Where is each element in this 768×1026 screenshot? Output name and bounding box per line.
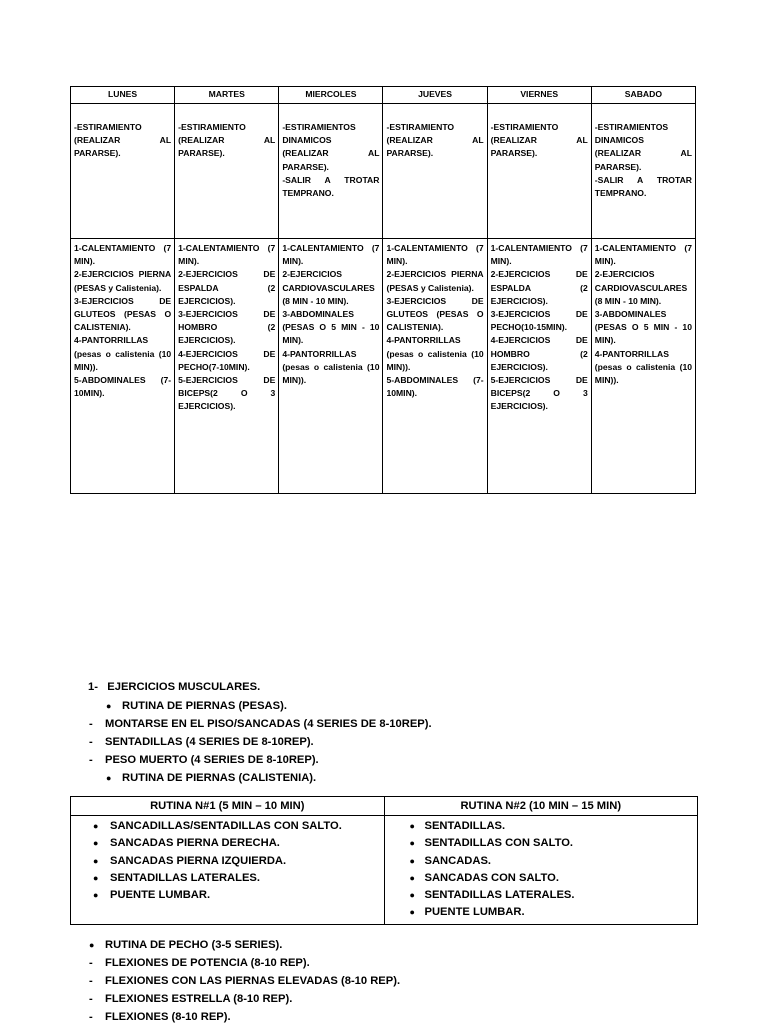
day-header-sabado: SABADO: [591, 87, 695, 104]
list-item: [385, 818, 698, 835]
list-item-text: FLEXIONES CON LAS PIERNAS ELEVADAS (8-10 REP).: [105, 975, 401, 987]
schedule-header-row: [71, 87, 696, 104]
workout-cell-sabado: [591, 239, 695, 494]
cell-line: 2-EJERCICIOS PIERNA (PESAS y Calistenia).: [74, 269, 172, 293]
cell-line: 1-CALENTAMIENTO (7 MIN).: [490, 243, 588, 267]
cell-line: 1-CALENTAMIENTO (7 MIN).: [282, 243, 380, 267]
list-item-text: SENTADILLAS (4 SERIES DE 8-10REP).: [105, 736, 314, 748]
cell-line: 1-CALENTAMIENTO (7 MIN).: [594, 243, 692, 267]
list-item-text: MONTARSE EN EL PISO/SANCADAS (4 SERIES DE 8-10REP).: [105, 718, 432, 730]
day-header-martes: MARTES: [175, 87, 279, 104]
bullet-icon: ●: [106, 701, 112, 711]
cell-line: -ESTIRAMIENTO (REALIZAR AL PARARSE).: [178, 122, 276, 159]
cell-line: 2-EJERCICIOS CARDIOVASCULARES (8 MIN - 10 MIN).: [594, 269, 688, 306]
cell-line: 2-EJERCICIOS DE ESPALDA (2 EJERCICIOS).: [490, 269, 588, 306]
workout-cell-miercoles: [279, 239, 383, 494]
list-item-text: RUTINA DE PECHO (3-5 SERIES).: [105, 939, 283, 951]
day-header-viernes: VIERNES: [487, 87, 591, 104]
dash-marker: -: [89, 718, 93, 730]
list-item-text: SANCADAS.: [424, 854, 492, 867]
list-item-text: FLEXIONES ESTRELLA (8-10 REP).: [105, 993, 293, 1005]
list-item: [385, 853, 698, 870]
cell-line: 3-EJERCICIOS DE PECHO(10-15MIN).: [490, 309, 588, 333]
routine-1-header: RUTINA N#1 (5 MIN – 10 MIN): [71, 797, 385, 816]
day-header-miercoles: MIERCOLES: [279, 87, 383, 104]
bullet-icon: ●: [93, 821, 99, 831]
warmup-cell-martes: [175, 104, 279, 239]
cell-line: 4-PANTORRILLAS (pesas o calistenia (10 MIN)).: [282, 348, 380, 386]
list-item: [385, 835, 698, 852]
bullet-icon: ●: [93, 855, 99, 866]
warmup-row: [71, 104, 696, 239]
dash-marker: -: [89, 754, 93, 766]
bullet-icon: ●: [409, 907, 415, 918]
list-item: [71, 887, 384, 904]
list-item: [385, 904, 698, 921]
cell-line: -SALIR A TROTAR TEMPRANO.: [282, 174, 380, 199]
bullet-icon: ●: [93, 872, 99, 883]
day-header-lunes: LUNES: [71, 87, 175, 104]
list-item-text: PUENTE LUMBAR.: [110, 889, 211, 902]
cell-line: 1-CALENTAMIENTO (7 MIN).: [74, 243, 172, 267]
list-item-text: PESO MUERTO (4 SERIES DE 8-10REP).: [105, 754, 319, 766]
cell-line: 2-EJERCICIOS CARDIOVASCULARES (8 MIN - 10 MIN).: [282, 269, 375, 306]
cell-line: 5-EJERCICIOS DE BICEPS(2 O 3 EJERCICIOS).: [178, 375, 276, 412]
cell-line: 1-CALENTAMIENTO (7 MIN).: [386, 243, 484, 267]
dash-marker: -: [89, 1011, 93, 1023]
cell-line: 3-EJERCICIOS DE GLUTEOS (PESAS O CALISTENIA).: [74, 295, 172, 333]
calisthenics-routines-table: [70, 796, 698, 925]
list-item-text: FLEXIONES (8-10 REP).: [105, 1011, 231, 1023]
list-item: [71, 818, 384, 835]
workout-cell-lunes: [71, 239, 175, 494]
cell-line: 3-ABDOMINALES (PESAS O 5 MIN - 10 MIN).: [594, 309, 692, 346]
cell-line: 4-PANTORRILLAS (pesas o calistenia (10 MIN)).: [594, 348, 692, 386]
list-item: [71, 835, 384, 852]
section-title: EJERCICIOS MUSCULARES.: [107, 681, 261, 693]
dash-marker: -: [89, 975, 93, 987]
list-item-text: SENTADILLAS LATERALES.: [110, 871, 260, 884]
routines-body-row: [71, 816, 698, 925]
cell-line: 5-ABDOMINALES (7-10MIN).: [386, 375, 484, 399]
list-item-text: SANCADAS PIERNA DERECHA.: [110, 837, 280, 850]
routine-2-cell: [384, 816, 698, 925]
bullet-icon: ●: [409, 872, 415, 883]
day-header-jueves: JUEVES: [383, 87, 487, 104]
cell-line: 4-EJERCICIOS DE PECHO(7-10MIN).: [178, 348, 276, 372]
workout-cell-martes: [175, 239, 279, 494]
workout-cell-jueves: [383, 239, 487, 494]
cell-line: -ESTIRAMIENTOS DINAMICOS (REALIZAR AL PARARSE).: [282, 122, 380, 172]
routine-2-list: [385, 818, 698, 922]
bullet-icon: ●: [106, 773, 112, 783]
cell-line: 4-EJERCICIOS DE HOMBRO (2 EJERCICIOS).: [490, 335, 588, 372]
list-item-text: SENTADILLAS LATERALES.: [424, 889, 575, 902]
list-item: [71, 870, 384, 887]
list-item-text: SANCADAS CON SALTO.: [424, 871, 559, 884]
cell-line: -ESTIRAMIENTO (REALIZAR AL PARARSE).: [490, 122, 588, 159]
cell-line: 2-EJERCICIOS PIERNA (PESAS y Calistenia).: [386, 269, 484, 293]
list-item-text: RUTINA DE PIERNAS (PESAS).: [122, 700, 287, 712]
routine-1-cell: [71, 816, 385, 925]
dash-marker: -: [89, 957, 93, 969]
cell-line: -ESTIRAMIENTO (REALIZAR AL PARARSE).: [74, 122, 172, 159]
dash-marker: -: [89, 993, 93, 1005]
list-item-text: FLEXIONES DE POTENCIA (8-10 REP).: [105, 957, 310, 969]
routine-1-list: [71, 818, 384, 904]
cell-line: 5-EJERCICIOS DE BICEPS(2 O 3 EJERCICIOS).: [490, 375, 588, 412]
bullet-icon: ●: [409, 855, 415, 866]
cell-line: 4-PANTORRILLAS (pesas o calistenia (10 MIN)).: [74, 335, 172, 372]
cell-line: 3-EJERCICIOS DE GLUTEOS (PESAS O CALISTENIA).: [386, 295, 484, 333]
warmup-cell-miercoles: [279, 104, 383, 239]
bullet-icon: ●: [93, 890, 99, 901]
cell-line: 1-CALENTAMIENTO (7 MIN).: [178, 243, 276, 267]
cell-line: 4-PANTORRILLAS (pesas o calistenia (10 MIN)).: [386, 335, 484, 372]
cell-line: -ESTIRAMIENTO (REALIZAR AL PARARSE).: [386, 122, 484, 159]
section-heading: [88, 681, 260, 693]
cell-line: 5-ABDOMINALES (7-10MIN).: [74, 375, 172, 399]
list-item: [385, 887, 698, 904]
warmup-cell-sabado: [591, 104, 695, 239]
list-item: [385, 870, 698, 887]
workout-cell-viernes: [487, 239, 591, 494]
cell-line: -ESTIRAMIENTOS DINAMICOS (REALIZAR AL PARARSE).: [594, 122, 692, 172]
warmup-cell-jueves: [383, 104, 487, 239]
list-item-text: SANCADAS PIERNA IZQUIERDA.: [110, 854, 287, 867]
bullet-icon: ●: [89, 940, 95, 950]
dash-marker: -: [89, 736, 93, 748]
list-item-text: SENTADILLAS.: [424, 820, 506, 832]
list-item-text: SANCADILLAS/SENTADILLAS CON SALTO.: [110, 820, 342, 832]
cell-line: 3-EJERCICIOS DE HOMBRO (2 EJERCICIOS).: [178, 309, 276, 346]
cell-line: -SALIR A TROTAR TEMPRANO.: [594, 174, 692, 199]
bullet-icon: ●: [409, 821, 415, 831]
bullet-icon: ●: [93, 838, 99, 849]
cell-line: 2-EJERCICIOS DE ESPALDA (2 EJERCICIOS).: [178, 269, 276, 306]
bullet-icon: ●: [409, 890, 415, 901]
workout-row: [71, 239, 696, 494]
list-item: [71, 853, 384, 870]
list-item-text: RUTINA DE PIERNAS (CALISTENIA).: [122, 772, 317, 784]
bullet-icon: ●: [409, 838, 415, 849]
weekly-schedule-table: [70, 86, 696, 494]
warmup-cell-viernes: [487, 104, 591, 239]
list-item-text: SENTADILLAS CON SALTO.: [424, 837, 574, 850]
cell-line: 3-ABDOMINALES (PESAS O 5 MIN - 10 MIN).: [282, 309, 380, 346]
routine-2-header: RUTINA N#2 (10 MIN – 15 MIN): [384, 797, 698, 816]
list-item-text: PUENTE LUMBAR.: [424, 906, 525, 919]
routines-header-row: [71, 797, 698, 816]
section-number: 1-: [88, 681, 98, 693]
warmup-cell-lunes: [71, 104, 175, 239]
